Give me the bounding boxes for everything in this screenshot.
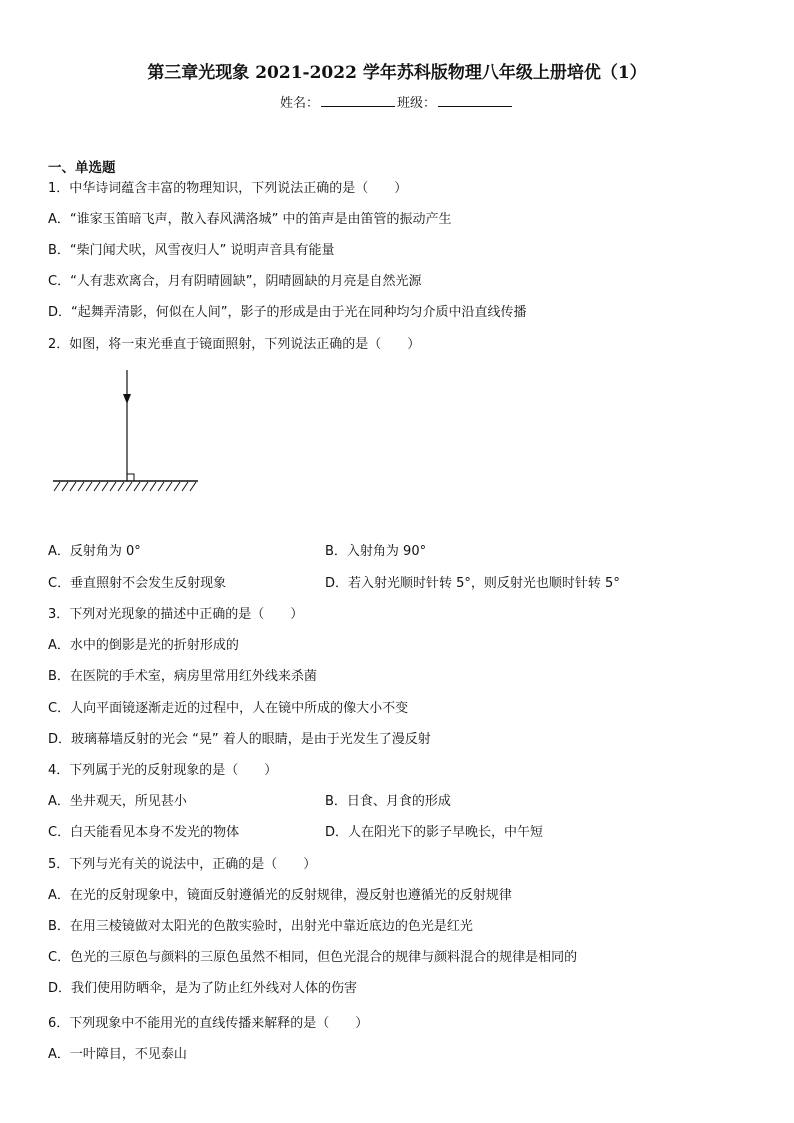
option-d: D．我们使用防晒伞，是为了防止红外线对人体的伤害: [48, 981, 358, 996]
question-stem: 5．下列与光有关的说法中，正确的是（ ）: [48, 857, 317, 872]
option-c: C．人向平面镜逐渐走近的过程中，人在镜中所成的像大小不变: [48, 701, 409, 716]
class-blank[interactable]: [438, 94, 512, 107]
name-label: 姓名：: [279, 96, 319, 111]
question-stem: 3．下列对光现象的描述中正确的是（ ）: [48, 607, 304, 622]
option-c: C．“人有悲欢离合，月有阴晴圆缺”，阴晴圆缺的月亮是自然光源: [48, 274, 422, 289]
option-a: A．反射角为 0°: [48, 544, 141, 559]
option-d: D．人在阳光下的影子早晚长，中午短: [325, 825, 544, 840]
option-b: B．在医院的手术室，病房里常用红外线来杀菌: [48, 669, 317, 684]
option-d: D．若入射光顺时针转 5°，则反射光也顺时针转 5°: [325, 576, 620, 591]
option-c: C．垂直照射不会发生反射现象: [48, 576, 227, 591]
option-a: A．“谁家玉笛暗飞声，散入春风满洛城” 中的笛声是由笛管的振动产生: [48, 212, 452, 227]
name-blank[interactable]: [321, 94, 395, 107]
class-label: 班级：: [397, 96, 437, 111]
option-c: C．白天能看见本身不发光的物体: [48, 825, 240, 840]
question-stem: 6．下列现象中不能用光的直线传播来解释的是（ ）: [48, 1016, 369, 1031]
option-d: D．玻璃幕墙反射的光会 “晃” 着人的眼睛，是由于光发生了漫反射: [48, 732, 431, 747]
option-c: C．色光的三原色与颜料的三原色虽然不相同，但色光混合的规律与颜料混合的规律是相同的: [48, 950, 578, 965]
option-a: A．水中的倒影是光的折射形成的: [48, 638, 239, 653]
question-stem: 1．中华诗词蕴含丰富的物理知识，下列说法正确的是（ ）: [48, 181, 408, 196]
option-b: B．入射角为 90°: [325, 544, 427, 559]
ray-arrow-icon: [123, 394, 131, 404]
question-stem: 2．如图，将一束光垂直于镜面照射，下列说法正确的是（ ）: [48, 337, 421, 352]
right-angle-mark: [127, 474, 134, 481]
option-a: A．在光的反射现象中，镜面反射遵循光的反射规律，漫反射也遵循光的反射规律: [48, 888, 512, 903]
option-d: D．“起舞弄清影，何似在人间”，影子的形成是由于光在同种均匀介质中沿直线传播: [48, 305, 527, 320]
option-b: B．在用三棱镜做对太阳光的色散实验时，出射光中靠近底边的色光是红光: [48, 919, 473, 934]
mirror-diagram: [50, 366, 210, 496]
question-stem: 4．下列属于光的反射现象的是（ ）: [48, 763, 278, 778]
option-a: A．一叶障目，不见泰山: [48, 1047, 187, 1062]
option-b: B．日食、月食的形成: [325, 794, 451, 809]
section-title: 一、单选题: [48, 160, 116, 176]
student-info: [0, 92, 794, 111]
worksheet-title: 第三章光现象 2021-2022 学年苏科版物理八年级上册培优（1）: [147, 63, 647, 83]
option-b: B．“柴门闻犬吠，风雪夜归人” 说明声音具有能量: [48, 243, 335, 258]
mirror-hatching: [54, 482, 196, 491]
option-a: A．坐井观天，所见甚小: [48, 794, 187, 809]
